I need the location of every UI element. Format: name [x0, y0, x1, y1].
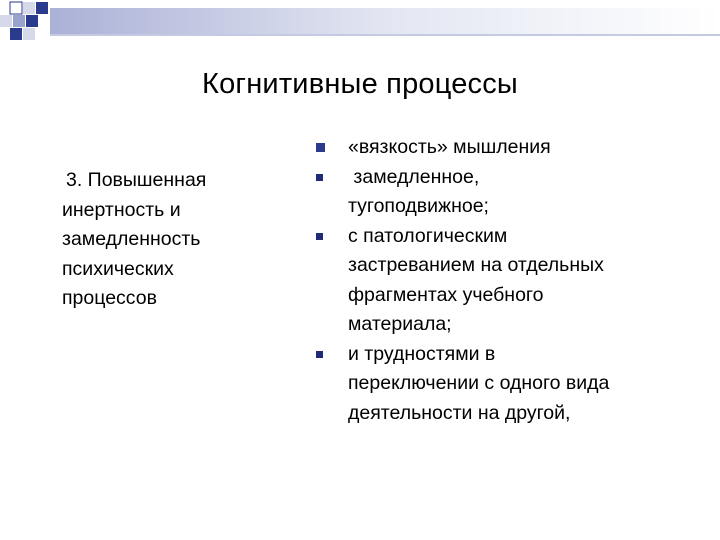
decor-square — [10, 2, 22, 14]
bullet-line: тугоподвижное; — [348, 195, 489, 217]
decor-square — [23, 28, 35, 40]
header-gradient-bar — [50, 8, 720, 34]
bullet-list — [312, 133, 712, 428]
decor-square — [0, 15, 12, 27]
decor-square — [10, 28, 22, 40]
bullet-line: переключении с одного вида — [348, 372, 610, 394]
decor-square — [23, 2, 35, 14]
square-bullet-icon — [316, 233, 323, 240]
slide-title: Когнитивные процессы — [202, 68, 518, 100]
square-bullet-icon — [316, 174, 323, 181]
left-text-block — [62, 166, 292, 314]
bullet-line: «вязкость» мышления — [348, 136, 551, 158]
bullet-item — [312, 340, 712, 429]
decor-square — [13, 15, 25, 27]
left-text-line: инертность и — [62, 198, 181, 221]
bullet-item — [312, 222, 712, 340]
bullet-line: застреванием на отдельных — [348, 254, 604, 276]
square-bullet-icon — [316, 143, 325, 152]
left-text-line: процессов — [62, 287, 157, 309]
bullet-line: материала; — [348, 313, 452, 335]
decor-square — [36, 2, 48, 14]
bullet-item — [312, 163, 712, 222]
bullet-line: фрагментах учебного — [348, 283, 544, 306]
decor-square — [26, 15, 38, 27]
bullet-line: замедленное, — [348, 165, 480, 188]
left-text-line: замедленность — [62, 228, 201, 250]
left-text-line: психических — [62, 257, 174, 280]
bullet-line: деятельности на другой, — [348, 401, 571, 424]
bullet-item — [312, 133, 712, 163]
square-bullet-icon — [316, 351, 323, 358]
header-decoration — [0, 0, 720, 48]
bullet-line: с патологическим — [348, 224, 508, 247]
bullet-line: и трудностями в — [348, 342, 496, 365]
left-text-line: 3. Повышенная — [66, 169, 207, 191]
